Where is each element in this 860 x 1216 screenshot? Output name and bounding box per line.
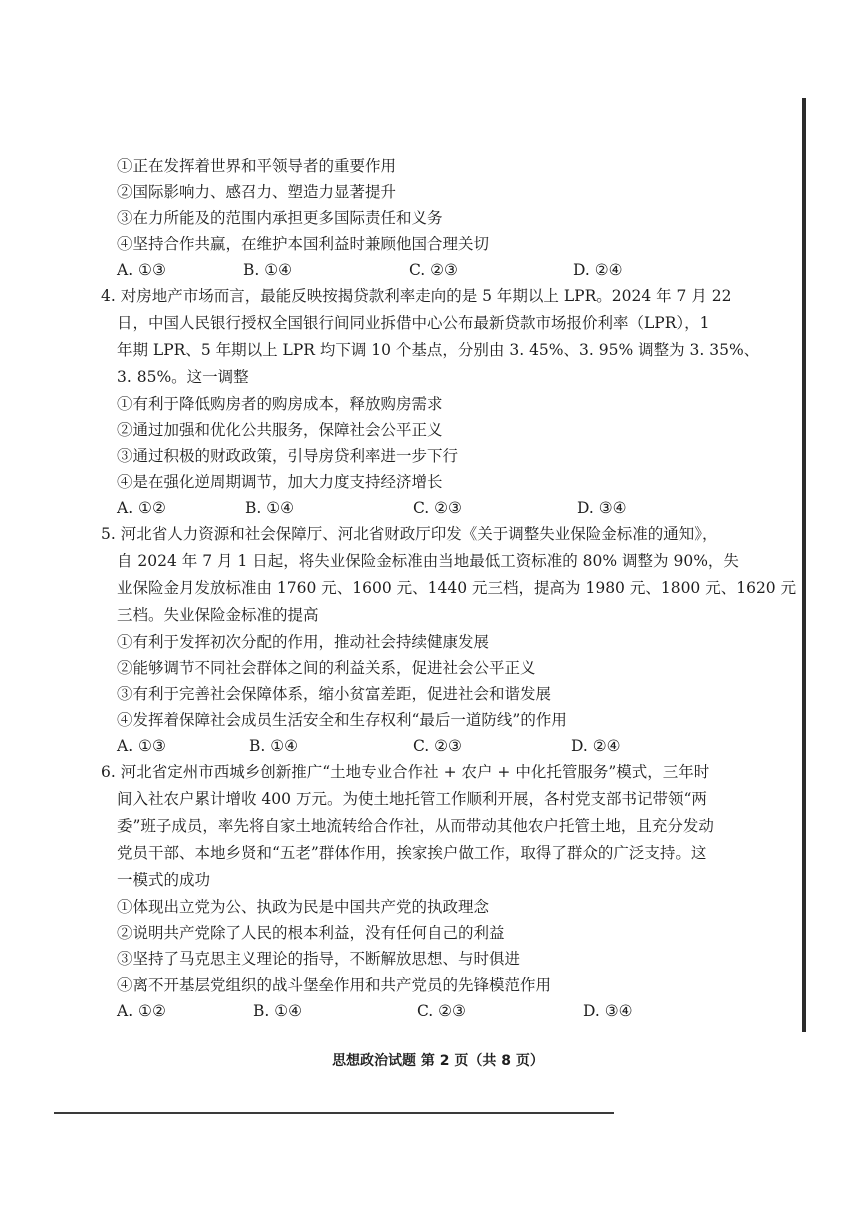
q6-option-d: D. ③④ (583, 1002, 633, 1020)
q5-stem-line-4: 三档。失业保险金标准的提高 (117, 606, 319, 624)
q4-option-a: A. ①② (117, 499, 166, 517)
q5-item-4: ④发挥着保障社会成员生活安全和生存权利“最后一道防线”的作用 (117, 711, 567, 729)
q5-option-a: A. ①③ (117, 737, 166, 755)
page-footer-text: 思想政治试题 第 2 页（共 8 页） (332, 1053, 544, 1069)
q4-option-c: C. ②③ (413, 499, 462, 517)
q6-stem-line-4: 党员干部、本地乡贤和“五老”群体作用，挨家挨户做工作，取得了群众的广泛支持。这 (117, 844, 707, 862)
q4-item-3: ③通过积极的财政政策，引导房贷利率进一步下行 (117, 447, 459, 465)
q6-item-2: ②说明共产党除了人民的根本利益，没有任何自己的利益 (117, 924, 505, 942)
q5-option-b: B. ①④ (249, 737, 299, 755)
q3-option-a: A. ①③ (117, 261, 166, 279)
q6-item-3: ③坚持了马克思主义理论的指导，不断解放思想、与时俱进 (117, 950, 521, 968)
q4-item-4: ④是在强化逆周期调节，加大力度支持经济增长 (117, 473, 443, 491)
q3-item-2: ②国际影响力、感召力、塑造力显著提升 (117, 183, 397, 201)
q6-stem-line-5: 一模式的成功 (117, 871, 211, 889)
q3-option-d: D. ②④ (573, 261, 623, 279)
q6-option-b: B. ①④ (253, 1002, 303, 1020)
q3-item-1: ①正在发挥着世界和平领导者的重要作用 (117, 157, 397, 175)
binding-edge-line (802, 98, 806, 1032)
q3-option-b: B. ①④ (243, 261, 293, 279)
q3-item-4: ④坚持合作共赢，在维护本国利益时兼顾他国合理关切 (117, 235, 490, 253)
q4-stem-line-1: 4. 对房地产市场而言，最能反映按揭贷款利率走向的是 5 年期以上 LPR。2024 年 7 月 22 (101, 287, 732, 305)
q5-item-2: ②能够调节不同社会群体之间的利益关系，促进社会公平正义 (117, 659, 536, 677)
q5-item-1: ①有利于发挥初次分配的作用，推动社会持续健康发展 (117, 633, 490, 651)
q4-stem-line-4: 3. 85%。这一调整 (117, 368, 249, 386)
bottom-rule (54, 1112, 614, 1114)
q6-option-c: C. ②③ (417, 1002, 466, 1020)
q5-stem-line-3: 业保险金月发放标准由 1760 元、1600 元、1440 元三档，提高为 1980 元、1800 元、1620 元 (117, 579, 797, 597)
q5-item-3: ③有利于完善社会保障体系，缩小贫富差距，促进社会和谐发展 (117, 685, 552, 703)
q3-option-c: C. ②③ (409, 261, 458, 279)
q6-option-a: A. ①② (117, 1002, 166, 1020)
q4-item-1: ①有利于降低购房者的购房成本，释放购房需求 (117, 395, 443, 413)
q6-stem-line-1: 6. 河北省定州市西城乡创新推广“土地专业合作社 + 农户 + 中化托管服务”模式，三年时 (101, 763, 710, 781)
q5-option-c: C. ②③ (413, 737, 462, 755)
q3-item-3: ③在力所能及的范围内承担更多国际责任和义务 (117, 209, 443, 227)
q6-stem-line-2: 间入社农户累计增收 400 万元。为使土地托管工作顺利开展，各村党支部书记带领“两 (117, 790, 707, 808)
q6-item-1: ①体现出立党为公、执政为民是中国共产党的执政理念 (117, 898, 490, 916)
page-footer (0, 1051, 860, 1071)
q4-stem-line-3: 年期 LPR、5 年期以上 LPR 均下调 10 个基点，分别由 3. 45%、3. 95% 调整为 3. 35%、 (117, 341, 760, 359)
q6-item-4: ④离不开基层党组织的战斗堡垒作用和共产党员的先锋模范作用 (117, 976, 552, 994)
q5-stem-line-2: 自 2024 年 7 月 1 日起，将失业保险金标准由当地最低工资标准的 80% 调整为 90%，失 (117, 552, 739, 570)
q4-option-b: B. ①④ (245, 499, 295, 517)
q4-option-d: D. ③④ (577, 499, 627, 517)
q5-option-d: D. ②④ (571, 737, 621, 755)
q6-stem-line-3: 委”班子成员，率先将自家土地流转给合作社，从而带动其他农户托管土地，且充分发动 (117, 817, 714, 835)
q4-stem-line-2: 日，中国人民银行授权全国银行间同业拆借中心公布最新贷款市场报价利率（LPR），1 (117, 314, 710, 332)
q4-item-2: ②通过加强和优化公共服务，保障社会公平正义 (117, 421, 443, 439)
q5-stem-line-1: 5. 河北省人力资源和社会保障厅、河北省财政厅印发《关于调整失业保险金标准的通知》， (101, 525, 718, 543)
